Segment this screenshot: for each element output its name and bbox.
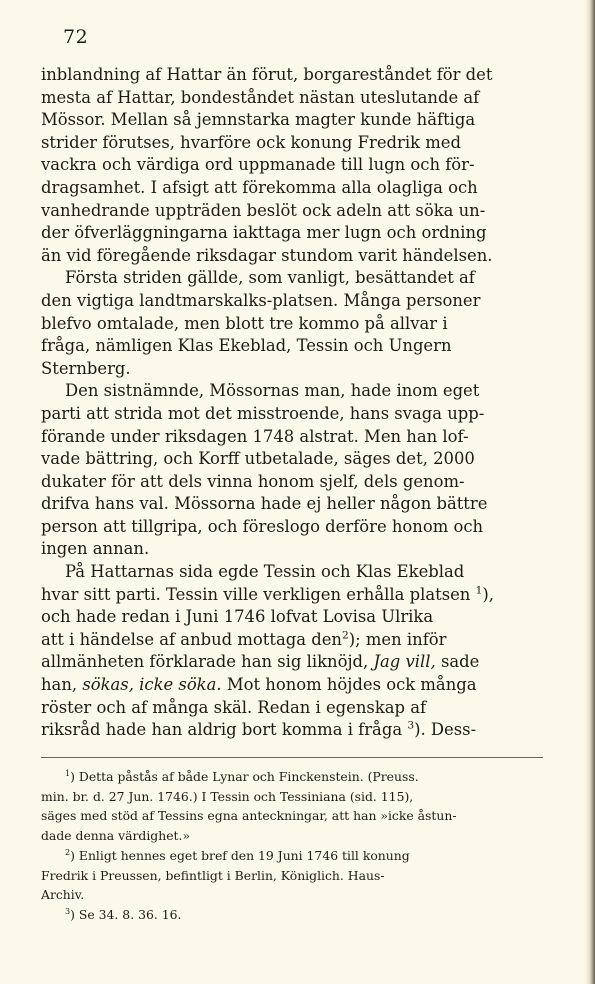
text-line: Första striden gällde, som vanligt, besättandet af: [65, 268, 475, 288]
text-line: [41, 651, 543, 674]
text-line: [41, 674, 543, 697]
footnote-ref: 3: [407, 719, 415, 732]
footnote-text: Se 34. 8. 36. 16.: [78, 906, 182, 922]
footnote-line: $^3$) Se 34. 8. 36. 16.: [65, 906, 182, 922]
footnote-line: min. br. d. 27 Jun. 1746.) I Tessin och Tessiniana (sid. 115),: [41, 788, 414, 804]
footnote-line: $^2$) Enligt hennes eget bref den 19 Juni 1746 till konung: [65, 847, 410, 863]
footnote-line: Fredrik i Preussen, befintligt i Berlin, Königlich. Haus-: [41, 867, 385, 883]
text-line: strider förutses, hvarföre ock konung Fredrik med: [41, 132, 461, 152]
text-run: att i händelse af anbud mottaga den: [41, 629, 342, 649]
text-line: vanhedrande uppträden beslöt ock adeln att söka un-: [41, 200, 486, 220]
text-line: blefvo omtalade, men blott tre kommo på allvar i: [41, 313, 448, 333]
text-line: dukater för att dels vinna honom sjelf, dels genom-: [41, 471, 465, 491]
text-line: riksråd hade han aldrig bort komma i fråga $^3$). Dess-: [41, 719, 477, 740]
footnote-text: Enligt hennes eget bref den 19 Juni 1746 till konung: [78, 847, 410, 863]
text-line: person att tillgripa, och föreslogo derföre honom och: [41, 516, 484, 536]
footnote-line: säges med stöd af Tessins egna anteckningar, att han »icke åstun-: [41, 808, 457, 824]
main-text: [41, 64, 543, 742]
text-line: ingen annan.: [41, 539, 150, 559]
text-line: På Hattarnas sida egde Tessin och Klas Ekeblad: [65, 562, 465, 582]
text-line: der öfverläggningarna iakttaga mer lugn och ordning: [41, 223, 487, 243]
text-line: dragsamhet. I afsigt att förekomma alla olagliga och: [41, 177, 478, 197]
footnote-text: Detta påstås af både Lynar och Finckenstein. (Preuss.: [78, 769, 419, 784]
text-run: riksråd hade han aldrig bort komma i fråga: [41, 720, 403, 740]
text-line: röster och af många skäl. Redan i egenskap af: [41, 697, 427, 717]
page-edge-shadow: [585, 0, 595, 984]
text-line: drifva hans val. Mössorna hade ej heller någon bättre: [41, 494, 488, 514]
text-line: förande under riksdagen 1748 alstrat. Men han lof-: [41, 426, 469, 446]
text-line: Sternberg.: [41, 358, 131, 378]
footnote-marker: 3: [65, 906, 71, 916]
footnote-ref: 2: [341, 628, 349, 642]
text-line: fråga, nämligen Klas Ekeblad, Tessin och Ungern: [41, 336, 452, 356]
footnote-marker: 2: [65, 847, 71, 857]
text-line: och hade redan i Juni 1746 lofvat Lovisa Ulrika: [41, 607, 434, 627]
footnote-line: dade denna värdighet.»: [41, 828, 191, 844]
text-line: Mössor. Mellan så jemnstarka magter kunde häftiga: [41, 110, 476, 130]
text-line: att i händelse af anbud mottaga den$^2$); men inför: [41, 628, 447, 649]
text-line: hvar sitt parti. Tessin ville verkligen erhålla platsen $^1$),: [41, 583, 494, 604]
text-line: inblandning af Hattar än förut, borgareståndet för det: [41, 65, 493, 84]
italic-quote: Jag vill,: [373, 652, 436, 672]
italic-quote: sökas, icke söka.: [82, 675, 222, 695]
text-run: ; men inför: [355, 629, 447, 649]
text-line: vackra och värdiga ord uppmanade till lugn och för-: [41, 155, 475, 175]
text-run: sade: [440, 652, 480, 672]
text-line: vade bättring, och Korff utbetalade, säges det, 2000: [41, 449, 475, 469]
text-line: mesta af Hattar, bondeståndet nästan uteslutande af: [41, 87, 480, 107]
page-number: 72: [63, 26, 89, 48]
footnote-divider: [41, 757, 543, 758]
footnote-marker: 1: [65, 768, 71, 778]
text-run: . Dess-: [420, 720, 477, 740]
text-run: han,: [41, 675, 78, 695]
footnotes: [41, 767, 543, 925]
text-line: den vigtiga landtmarskalks-platsen. Många personer: [41, 290, 481, 310]
footnote-line: $^1$) Detta påstås af både Lynar och Finckenstein. (Preuss.: [65, 768, 419, 784]
text-line: Den sistnämnde, Mössornas man, hade inom eget: [65, 381, 480, 401]
footnote-line: Archiv.: [41, 887, 85, 903]
text-run: allmänheten förklarade han sig liknöjd,: [41, 652, 369, 672]
text-run: hvar sitt parti. Tessin ville verkligen erhålla platsen: [41, 584, 471, 604]
footnote-ref: 1: [475, 583, 483, 597]
text-run: Mot honom höjdes ock många: [226, 675, 477, 695]
text-line: parti att strida mot det misstroende, hans svaga upp-: [41, 403, 485, 423]
text-line: än vid föregående riksdagar stundom varit händelsen.: [41, 245, 493, 265]
